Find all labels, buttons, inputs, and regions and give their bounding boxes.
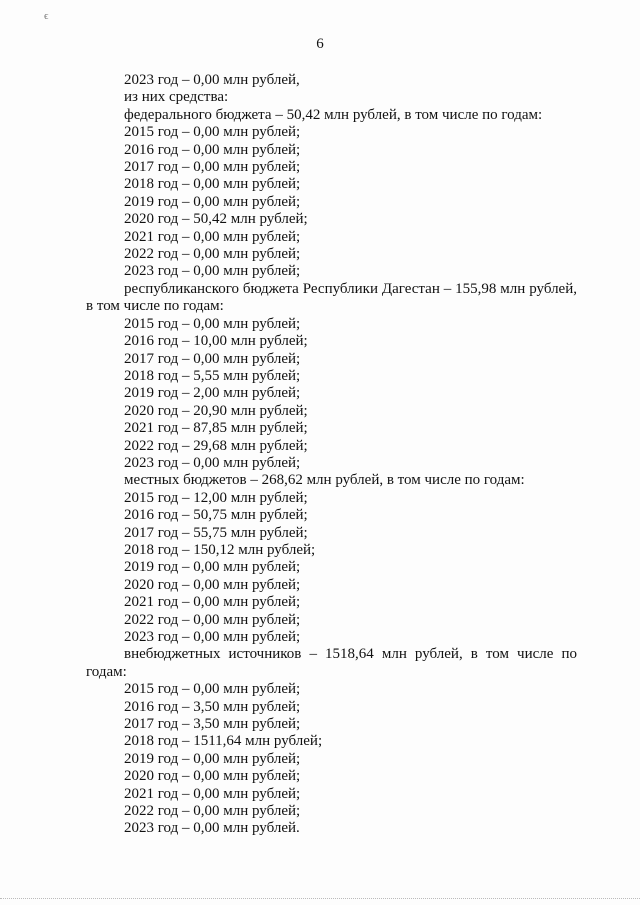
text-line: 2023 год – 0,00 млн рублей, [124, 72, 300, 88]
text-line: 2017 год – 0,00 млн рублей; [124, 159, 301, 176]
page-number: 6 [316, 36, 324, 52]
text-line: 2018 год – 150,12 млн рублей; [124, 541, 316, 558]
text-line: 2015 год – 12,00 млн рублей; [124, 489, 308, 506]
text-line: 2023 год – 0,00 млн рублей; [124, 454, 301, 471]
text-line: 2023 год – 0,00 млн рублей. [124, 820, 300, 837]
text-line: 2018 год – 1511,64 млн рублей; [124, 733, 323, 750]
text-line: 2019 год – 0,00 млн рублей; [124, 193, 301, 210]
text-line: 2016 год – 10,00 млн рублей; [124, 333, 308, 350]
text-line: 2018 год – 5,55 млн рублей; [124, 367, 301, 384]
text-line: 2020 год – 0,00 млн рублей; [124, 576, 301, 593]
text-line: 2022 год – 0,00 млн рублей; [124, 611, 301, 628]
text-line: 2020 год – 50,42 млн рублей; [124, 211, 308, 228]
text-line: 2019 год – 0,00 млн рублей; [124, 559, 301, 576]
federal-budget-line: федерального бюджета – 50,42 млн рублей, в том числе по годам: [124, 106, 543, 123]
text-line: 2019 год – 0,00 млн рублей; [124, 750, 301, 767]
text-line: 2019 год – 2,00 млн рублей; [124, 385, 301, 402]
document-body [86, 72, 577, 838]
text-line: из них средства: [124, 89, 229, 106]
text-line: 2017 год – 55,75 млн рублей; [124, 524, 308, 541]
local-budgets-line: местных бюджетов – 268,62 млн рублей, в том числе по годам: [124, 472, 525, 489]
text-line: 2022 год – 0,00 млн рублей; [124, 803, 301, 820]
text-line: 2022 год – 0,00 млн рублей; [124, 246, 301, 263]
text-line: 2021 год – 0,00 млн рублей; [124, 228, 301, 245]
extra-budgetary-paragraph: внебюджетных источников – 1518,64 млн рублей, в том числе по годам: [86, 646, 577, 680]
text-line: 2015 год – 0,00 млн рублей; [124, 124, 301, 141]
text-line: 2016 год – 3,50 млн рублей; [124, 698, 301, 715]
text-line: 2017 год – 0,00 млн рублей; [124, 350, 301, 367]
text-line: 2023 год – 0,00 млн рублей; [124, 263, 301, 280]
scan-bottom-edge [0, 897, 640, 899]
text-line: 2021 год – 0,00 млн рублей; [124, 594, 301, 611]
republic-budget-paragraph: республиканского бюджета Республики Дагестан – 155,98 млн рублей, в том числе по годам: [86, 280, 577, 315]
scan-corner-mark: ϵ [44, 10, 49, 22]
text-line: 2018 год – 0,00 млн рублей; [124, 176, 301, 193]
text-line: 2016 год – 0,00 млн рублей; [124, 141, 301, 158]
text-line: 2020 год – 20,90 млн рублей; [124, 402, 308, 419]
text-line: 2015 год – 0,00 млн рублей; [124, 681, 301, 698]
text-line: 2016 год – 50,75 млн рублей; [124, 507, 308, 524]
text-line: 2022 год – 29,68 млн рублей; [124, 437, 308, 454]
text-line: 2020 год – 0,00 млн рублей; [124, 768, 301, 785]
text-line: 2015 год – 0,00 млн рублей; [124, 315, 301, 332]
text-line: 2021 год – 0,00 млн рублей; [124, 785, 301, 802]
text-line: 2017 год – 3,50 млн рублей; [124, 716, 301, 733]
text-line: 2021 год – 87,85 млн рублей; [124, 420, 308, 437]
text-line: 2023 год – 0,00 млн рублей; [124, 629, 301, 645]
